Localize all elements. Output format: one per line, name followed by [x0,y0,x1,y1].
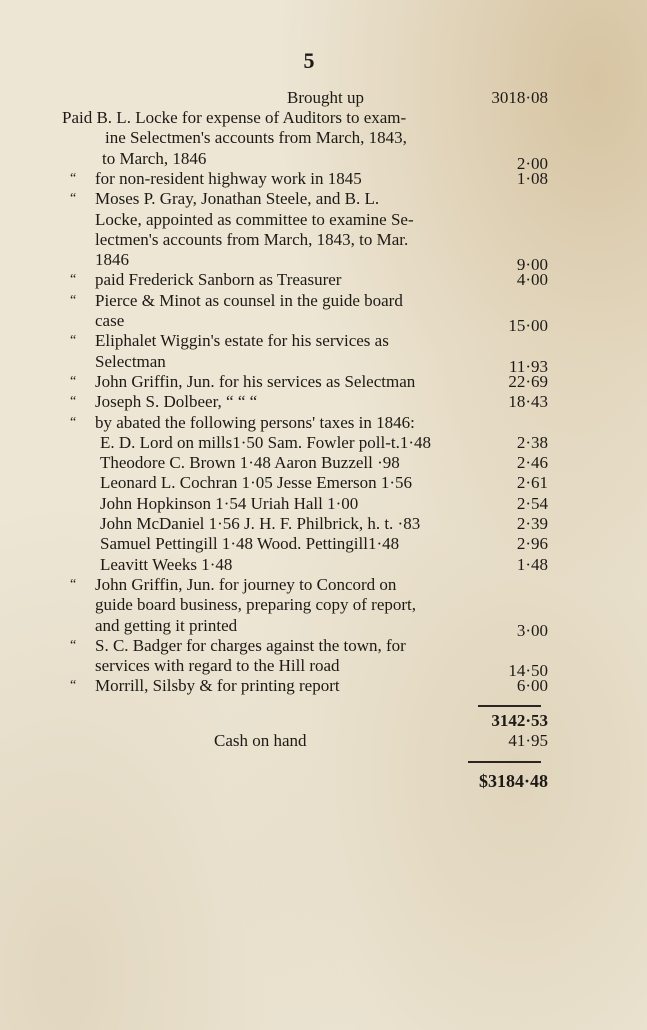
ditto-mark: “ [70,272,77,287]
entry-amount: 14·50 [508,661,548,680]
entry-text: lectmen's accounts from March, 1843, to Mar. [95,230,409,249]
entry-line [0,291,647,311]
cash-on-hand-amount: 41·95 [508,731,548,750]
entry-line [0,311,647,335]
entry-line [0,534,647,554]
ditto-mark: “ [70,638,77,653]
entry-text: E. D. Lord on mills1·50 Sam. Fowler poll-t.1·48 [100,433,432,452]
entry-amount: 2·61 [516,473,548,492]
entry-amount: 18·43 [508,392,548,411]
entry-line [0,230,647,250]
entry-line [0,149,647,173]
entry-text: Eliphalet Wiggin's estate for his services as [95,331,389,350]
ditto-mark: “ [70,374,77,389]
entry-line [0,210,647,230]
cash-on-hand-label: Cash on hand [214,731,307,750]
entry-line [0,108,647,128]
entry-line [0,636,647,656]
entry-line [0,514,647,534]
entry-line [0,473,647,493]
entry-amount: 2·54 [516,494,548,513]
entry-line [0,352,647,376]
entry-text: by abated the following persons' taxes in 1846: [95,413,415,432]
entry-line [0,595,647,615]
entry-text: to March, 1846 [102,149,207,168]
subtotal-line [0,711,647,731]
entry-text: services with regard to the Hill road [95,656,340,675]
entry-amount: 15·00 [508,316,548,335]
ditto-mark: “ [70,415,77,430]
entry-amount: 2·00 [516,154,548,173]
ditto-mark: “ [70,577,77,592]
entry-text: and getting it printed [95,616,238,635]
entry-line [0,453,647,473]
entry-amount: 1·08 [516,169,548,188]
entry-text: 1846 [95,250,129,269]
entry-text: paid Frederick Sanborn as Treasurer [95,270,342,289]
brought-up-amount: 3018·08 [491,88,548,107]
entry-text: John McDaniel 1·56 J. H. F. Philbrick, h. t. ·83 [100,514,421,533]
entry-text: Theodore C. Brown 1·48 Aaron Buzzell ·98 [100,453,400,472]
ditto-mark: “ [70,678,77,693]
entry-line [0,189,647,209]
cash-on-hand-line [0,731,647,751]
entry-amount: 22·69 [508,372,548,391]
entry-line [0,494,647,514]
entry-text: Leavitt Weeks 1·48 [100,555,233,574]
entry-line [0,128,647,148]
entry-text: guide board business, preparing copy of report, [95,595,417,614]
grand-total-amount: $3184·48 [478,771,548,791]
brought-up-line [0,88,647,108]
entry-amount: 6·00 [516,676,548,695]
entry-amount: 11·93 [508,357,548,376]
entry-amount: 1·48 [516,555,548,574]
entry-text: Selectman [95,352,166,371]
entry-text: Moses P. Gray, Jonathan Steele, and B. L. [95,189,380,208]
subtotal-amount: 3142·53 [491,711,548,730]
entry-text: Leonard L. Cochran 1·05 Jesse Emerson 1·56 [100,473,413,492]
entry-text: ine Selectmen's accounts from March, 1843, [105,128,407,147]
entry-amount: 2·46 [516,453,548,472]
entry-text: Paid B. L. Locke for expense of Auditors to exam- [62,108,407,127]
entry-line [0,250,647,274]
entry-line [0,392,647,412]
entry-line [0,555,647,575]
entry-amount: 3·00 [516,621,548,640]
entry-line [0,676,647,696]
ditto-mark: “ [70,191,77,206]
entry-text: John Griffin, Jun. for journey to Concord on [95,575,397,594]
entry-text: Samuel Pettingill 1·48 Wood. Pettingill1·48 [100,534,400,553]
entry-text: case [95,311,125,330]
total-rule [468,761,541,763]
ditto-mark: “ [70,171,77,186]
entry-line [0,656,647,680]
entry-line [0,270,647,290]
subtotal-rule [478,705,541,707]
entry-line [0,575,647,595]
entry-amount: 9·00 [516,255,548,274]
grand-total-line [0,771,647,791]
entry-line [0,616,647,640]
entry-text: S. C. Badger for charges against the town, for [95,636,406,655]
entry-amount: 4·00 [516,270,548,289]
entry-text: John Griffin, Jun. for his services as Selectman [95,372,416,391]
entry-line [0,169,647,189]
ditto-mark: “ [70,333,77,348]
entry-text: Locke, appointed as committee to examine Se- [95,210,414,229]
ditto-mark: “ [70,293,77,308]
entry-line [0,331,647,351]
entry-line [0,372,647,392]
entry-text: for non-resident highway work in 1845 [95,169,362,188]
brought-up-label: Brought up [287,88,364,107]
entry-amount: 2·96 [516,534,548,553]
entry-amount: 2·39 [516,514,548,533]
entry-amount: 2·38 [516,433,548,452]
entry-text: Pierce & Minot as counsel in the guide board [95,291,403,310]
entry-line [0,413,647,433]
ditto-mark: “ [70,394,77,409]
page-number: 5 [303,48,315,73]
entry-text: Morrill, Silsby & for printing report [95,676,340,695]
entry-line [0,433,647,453]
entry-text: John Hopkinson 1·54 Uriah Hall 1·00 [100,494,359,513]
entry-text: Joseph S. Dolbeer, “ “ “ [95,392,258,411]
